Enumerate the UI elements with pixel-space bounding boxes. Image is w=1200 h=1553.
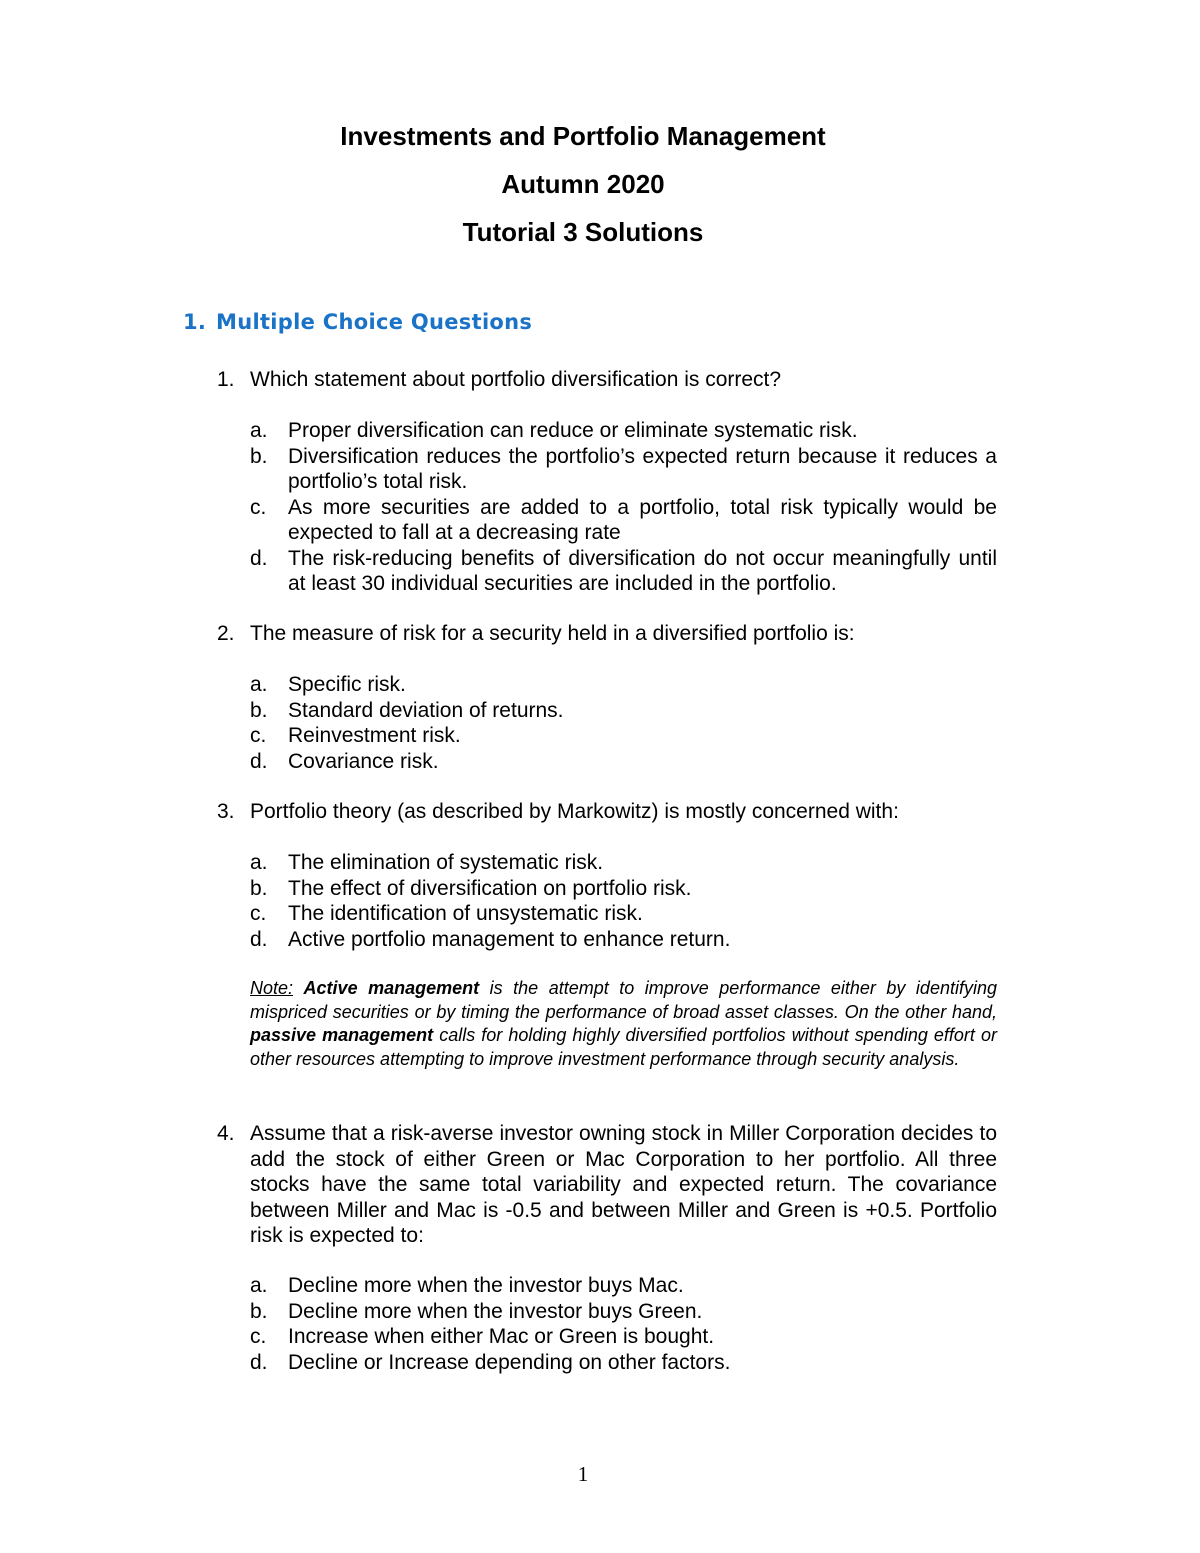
option-letter: a.	[250, 851, 268, 874]
option-letter: c.	[250, 902, 267, 925]
option-d	[250, 749, 997, 775]
option-text: Proper diversification can reduce or eliminate systematic risk.	[288, 419, 858, 442]
option-letter: a.	[250, 673, 268, 696]
term-label: Autumn 2020	[501, 169, 665, 199]
option-a	[250, 1273, 997, 1299]
note-term-active: Active management	[303, 978, 480, 998]
question-2	[217, 621, 997, 647]
question-3	[217, 799, 997, 825]
option-letter: c.	[250, 495, 267, 519]
question-4	[217, 1121, 997, 1249]
option-text: The identification of unsystematic risk.	[288, 902, 643, 925]
option-letter: a.	[250, 419, 268, 442]
option-c	[250, 901, 997, 927]
question-text: The measure of risk for a security held in a diversified portfolio is:	[250, 622, 855, 645]
question-text: Which statement about portfolio diversification is correct?	[250, 368, 782, 391]
option-d	[250, 1350, 997, 1376]
option-a	[250, 418, 997, 444]
question-number: 2.	[217, 622, 235, 645]
option-letter: b.	[250, 1299, 268, 1323]
option-a	[250, 850, 997, 876]
option-b	[250, 876, 997, 902]
option-c	[250, 723, 997, 749]
option-letter: c.	[250, 1325, 267, 1348]
option-d	[250, 546, 997, 597]
section-title: Multiple Choice Questions	[216, 310, 533, 334]
option-text: As more securities are added to a portfolio, total risk typically would be expected to fall at a decreasing rate	[288, 495, 997, 544]
section-heading	[183, 310, 532, 334]
question-4-options	[250, 1273, 997, 1375]
option-text: The effect of diversification on portfolio risk.	[288, 876, 692, 900]
document-header	[0, 112, 1166, 256]
option-letter: b.	[250, 444, 268, 468]
option-letter: d.	[250, 927, 268, 951]
option-text: Active portfolio management to enhance return.	[288, 927, 731, 951]
option-c	[250, 1324, 997, 1350]
option-letter: d.	[250, 546, 268, 570]
option-text: The risk-reducing benefits of diversification do not occur meaningfully until at least 30 individual securities are included in the portfolio.	[288, 546, 997, 595]
page-number: 1	[577, 1462, 589, 1486]
note-text-1: is the attempt to improve performance either by identifying mispriced securities or by timing the performance of broad asset classes. On the other hand,	[250, 978, 997, 1022]
option-text: Standard deviation of returns.	[288, 698, 564, 722]
question-text: Assume that a risk-averse investor owning stock in Miller Corporation decides to add the stock of either Green or Mac Corporation to her portfolio. All three stocks have the same total variability and expected return. The covariance between Miller and Mac is -0.5 and between Miller and Green is +0.5. Portfolio risk is expected to:	[250, 1122, 997, 1247]
question-1	[217, 367, 997, 393]
note-label: Note:	[250, 978, 294, 998]
option-letter: b.	[250, 876, 268, 900]
tutorial-title: Tutorial 3 Solutions	[462, 217, 704, 247]
question-number: 1.	[217, 368, 235, 391]
option-text: Decline more when the investor buys Mac.	[288, 1274, 684, 1297]
option-letter: b.	[250, 698, 268, 722]
option-c	[250, 495, 997, 546]
option-text: Decline or Increase depending on other factors.	[288, 1350, 731, 1374]
option-text: Covariance risk.	[288, 749, 439, 773]
question-number: 4.	[217, 1122, 235, 1145]
option-text: Increase when either Mac or Green is bought.	[288, 1325, 715, 1348]
option-text: Specific risk.	[288, 673, 406, 696]
question-3-options	[250, 850, 997, 952]
option-b	[250, 698, 997, 724]
question-text: Portfolio theory (as described by Markowitz) is mostly concerned with:	[250, 800, 899, 823]
question-2-options	[250, 672, 997, 774]
question-number: 3.	[217, 800, 235, 823]
question-1-options	[250, 418, 997, 597]
option-letter: c.	[250, 724, 267, 747]
option-b	[250, 1299, 997, 1325]
section-number: 1.	[183, 310, 207, 334]
option-text: Reinvestment risk.	[288, 724, 461, 747]
option-letter: d.	[250, 1350, 268, 1374]
note-text-2: calls for holding highly diversified portfolios without spending effort or other resources attempting to improve investment performance through security analysis.	[250, 1025, 997, 1069]
option-letter: a.	[250, 1274, 268, 1297]
option-d	[250, 927, 997, 953]
option-b	[250, 444, 997, 495]
option-text: Decline more when the investor buys Green.	[288, 1299, 703, 1323]
note-term-passive: passive management	[250, 1025, 434, 1045]
course-title: Investments and Portfolio Management	[340, 121, 826, 151]
option-text: Diversification reduces the portfolio’s expected return because it reduces a portfolio’s total risk.	[288, 444, 997, 493]
option-letter: d.	[250, 749, 268, 773]
option-text: The elimination of systematic risk.	[288, 851, 604, 874]
note-paragraph	[250, 977, 997, 1071]
option-a	[250, 672, 997, 698]
